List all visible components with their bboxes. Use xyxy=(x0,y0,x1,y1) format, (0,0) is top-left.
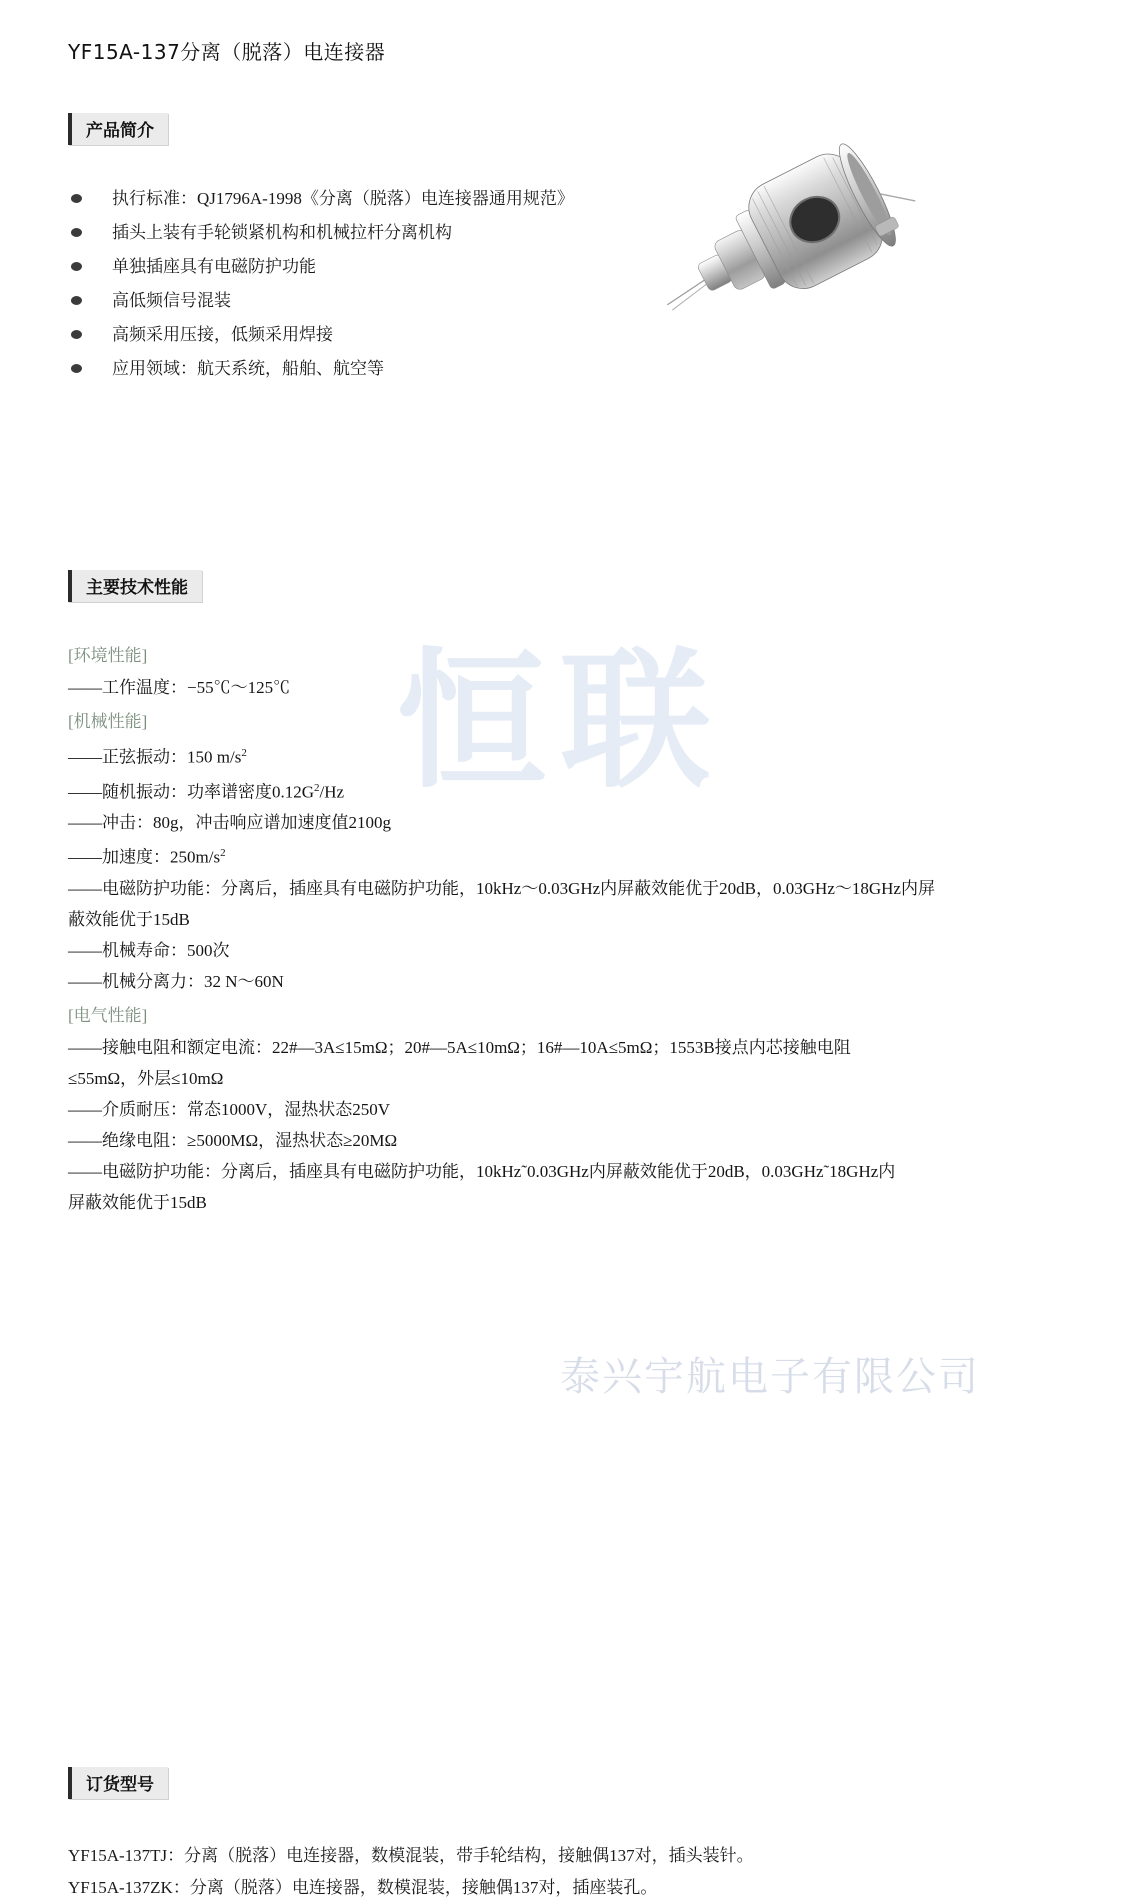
intro-bullet-list xyxy=(68,185,688,383)
page-title: YF15A-137分离（脱落）电连接器 xyxy=(68,40,386,64)
spec-random-vibration-label: ——随机振动：功率谱密度0.12G xyxy=(68,782,315,802)
bullet-dot-icon xyxy=(71,228,82,237)
spec-emc-electrical-line2: 屏蔽效能优于15dB xyxy=(68,1192,207,1212)
order-model-list xyxy=(68,1840,1068,1904)
list-item-label: 应用领域：航天系统，船舶、航空等 xyxy=(112,359,384,378)
bullet-dot-icon xyxy=(71,296,82,305)
spec-emc-mechanical-line2: 蔽效能优于15dB xyxy=(68,909,190,929)
spec-acceleration-label: ——加速度：250m/s xyxy=(68,847,221,867)
spec-acceleration-exponent: 2 xyxy=(220,847,226,860)
spec-random-vibration-exponent: 2 xyxy=(314,781,320,794)
bullet-dot-icon xyxy=(71,364,82,373)
order-model-tj: YF15A-137TJ：分离（脱落）电连接器，数模混装，带手轮结构，接触偶137对，插头装针。 xyxy=(68,1845,754,1865)
spec-acceleration xyxy=(68,838,1083,873)
spec-operating-temperature: ——工作温度：−55℃～125℃ xyxy=(68,678,291,697)
watermark-center: 恒联 xyxy=(396,635,725,809)
section-heading-order: 订货型号 xyxy=(68,1767,168,1799)
section-heading-tech: 主要技术性能 xyxy=(68,570,202,602)
spec-insulation-resistance: ——绝缘电阻：≥5000MΩ，湿热状态≥20MΩ xyxy=(68,1130,398,1150)
spec-random-vibration-tail: /Hz xyxy=(319,782,345,802)
list-item-label: 单独插座具有电磁防护功能 xyxy=(112,257,316,276)
tech-spec-block xyxy=(68,641,1083,1218)
spec-contact-resistance-line2: ≤55mΩ，外层≤10mΩ xyxy=(68,1068,224,1088)
list-item xyxy=(68,321,688,349)
spec-sine-vibration-exponent: 2 xyxy=(241,747,247,759)
list-item-label: 执行标准：QJ1796A-1998《分离（脱落）电连接器通用规范》 xyxy=(112,189,574,208)
list-item xyxy=(68,355,688,383)
spec-sine-vibration-label: ——正弦振动：150 m/s xyxy=(68,747,242,767)
list-item xyxy=(68,185,688,213)
list-item xyxy=(68,219,688,247)
order-model-zk: YF15A-137ZK：分离（脱落）电连接器，数模混装，接触偶137对，插座装孔。 xyxy=(68,1877,658,1897)
list-item-label: 插头上装有手轮锁紧机构和机械拉杆分离机构 xyxy=(112,223,452,242)
section-heading-intro: 产品简介 xyxy=(68,113,168,145)
watermark-company-name: 泰兴宇航电子有限公司 xyxy=(560,1354,980,1400)
list-item-label: 高低频信号混装 xyxy=(112,291,231,310)
spec-sine-vibration xyxy=(68,738,1083,773)
tech-group-label-mechanical: [机械性能] xyxy=(68,712,148,731)
spec-mechanical-life: ——机械寿命：500次 xyxy=(68,940,230,960)
list-item-label: 高频采用压接，低频采用焊接 xyxy=(112,325,333,344)
spec-random-vibration xyxy=(68,773,1083,808)
bullet-dot-icon xyxy=(71,330,82,339)
tech-group-label-environment: [环境性能] xyxy=(68,646,148,665)
bullet-dot-icon xyxy=(71,194,82,203)
spec-emc-mechanical-line1: ——电磁防护功能：分离后，插座具有电磁防护功能，10kHz～0.03GHz内屏蔽效能优于20dB，0.03GHz～18GHz内屏 xyxy=(68,878,935,898)
list-item xyxy=(68,253,688,281)
tech-group-label-electrical: [电气性能] xyxy=(68,1005,148,1025)
list-item xyxy=(68,287,688,315)
spec-contact-resistance-line1: ——接触电阻和额定电流：22#—3A≤15mΩ；20#—5A≤10mΩ；16#—10A≤5mΩ；1553B接点内芯接触电阻 xyxy=(68,1037,851,1057)
top-rule-decoration xyxy=(0,0,1121,8)
spec-separation-force: ——机械分离力：32 N～60N xyxy=(68,971,284,991)
spec-shock: ——冲击：80g，冲击响应谱加速度值2100g xyxy=(68,813,391,833)
spec-dielectric-withstanding: ——介质耐压：常态1000V，湿热状态250V xyxy=(68,1099,391,1119)
bullet-dot-icon xyxy=(71,262,82,271)
spec-emc-electrical-line1: ——电磁防护功能：分离后，插座具有电磁防护功能，10kHz˜0.03GHz内屏蔽效能优于20dB，0.03GHz˜18GHz内 xyxy=(68,1161,896,1181)
